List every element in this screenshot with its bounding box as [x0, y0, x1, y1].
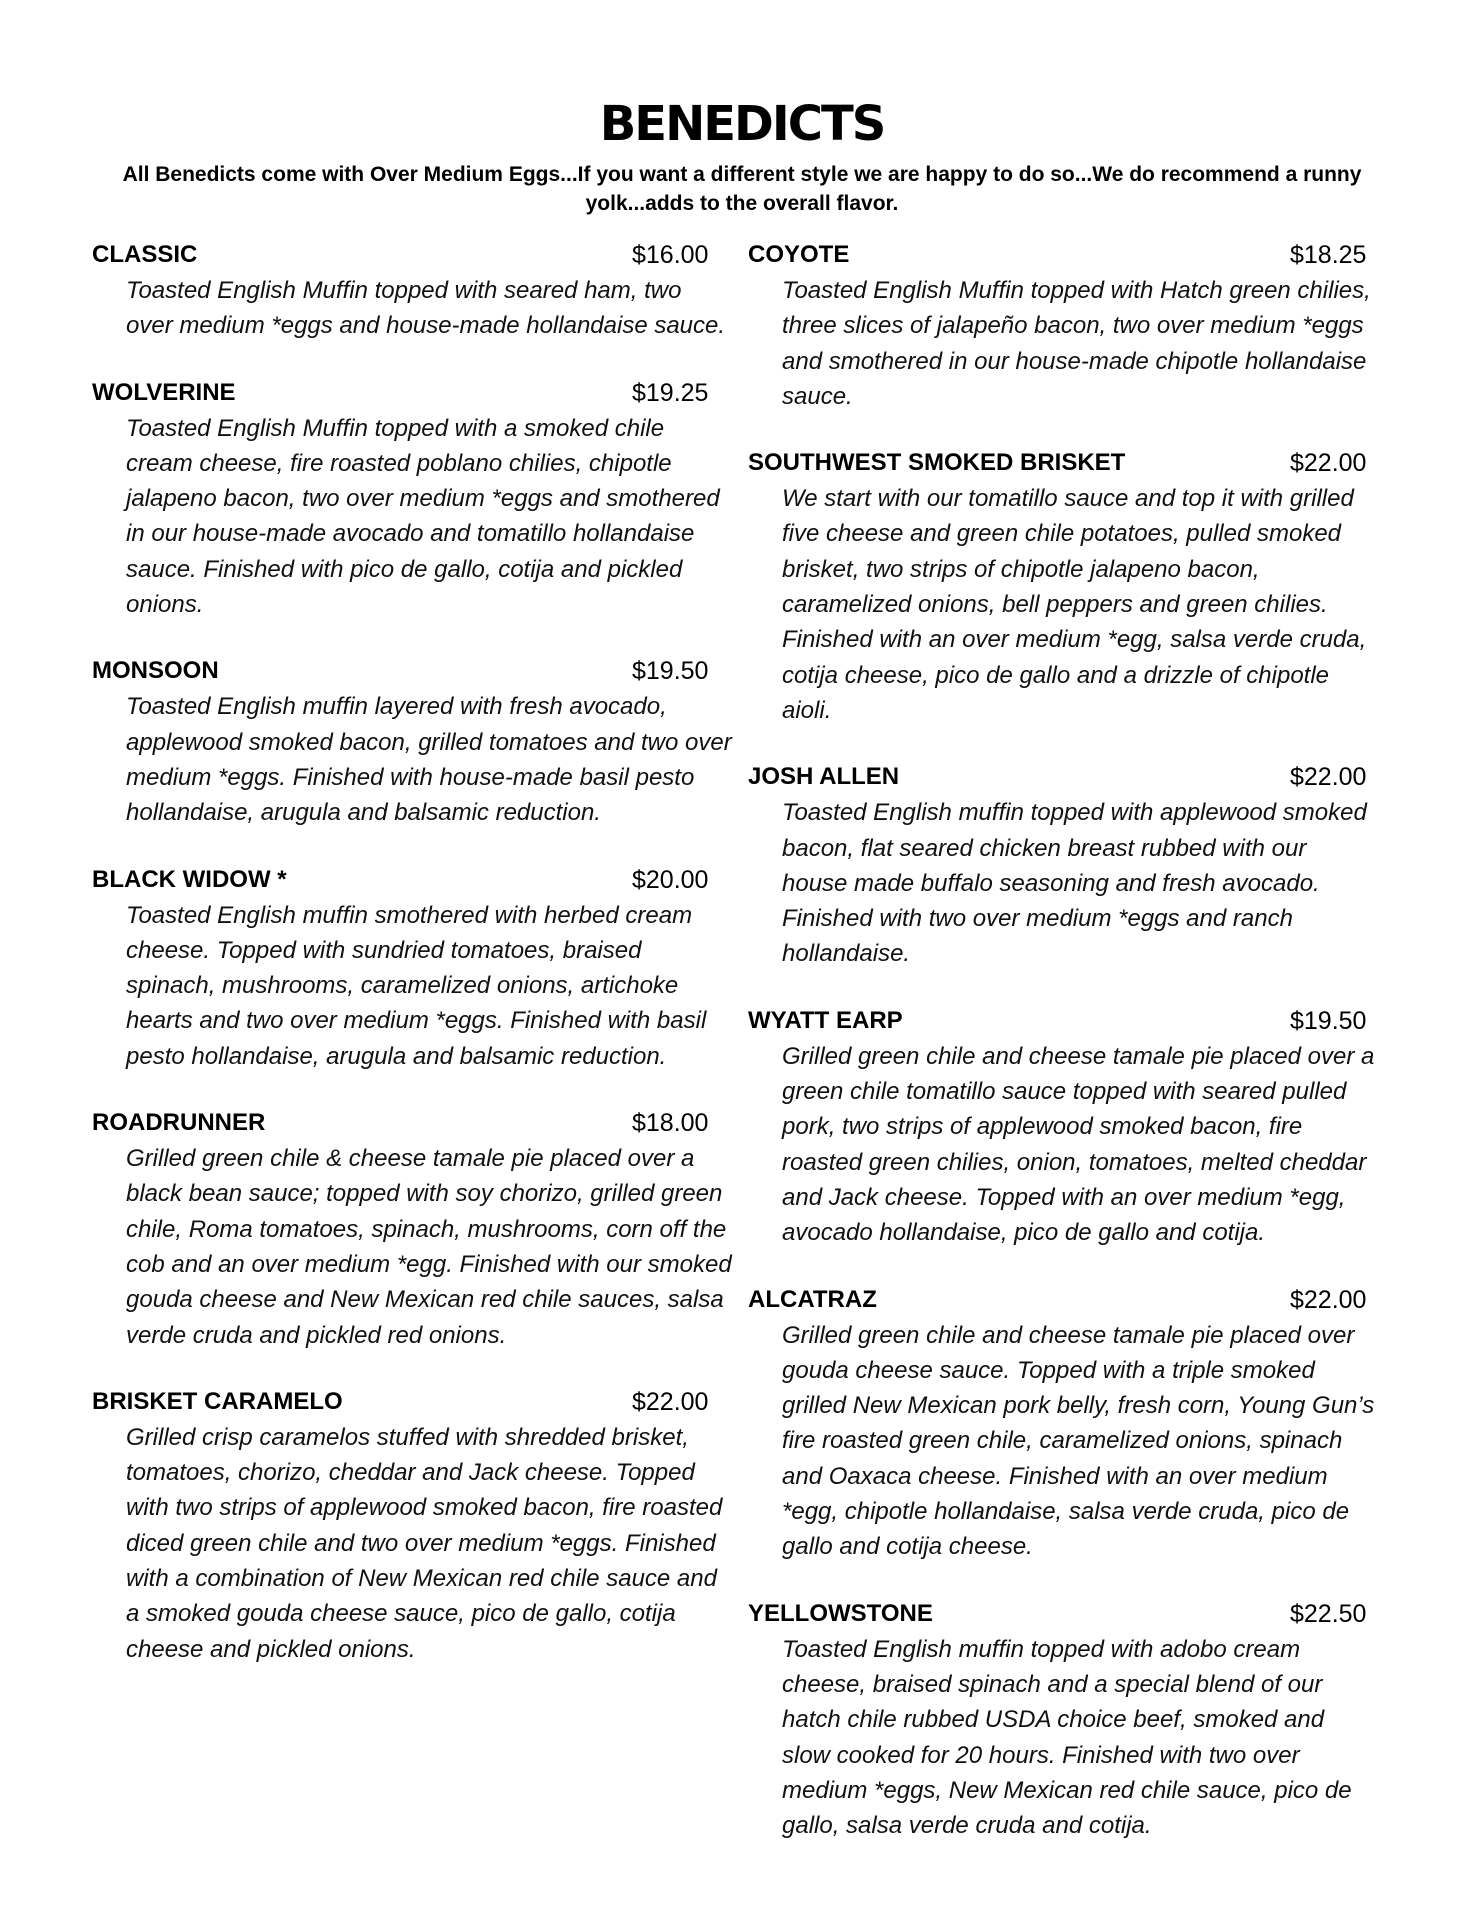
item-description: Toasted English Muffin topped with seared ham, two over medium *eggs and house-made hollandaise sauce. [126, 277, 726, 340]
menu-item-southwest-smoked-brisket [748, 445, 1384, 728]
page-title: BENEDICTS [599, 96, 885, 152]
item-price: $19.50 [632, 657, 709, 686]
item-price: $20.00 [632, 865, 709, 894]
item-price: $22.00 [632, 1387, 709, 1416]
item-name: MONSOON [92, 657, 219, 685]
item-description: Toasted English muffin topped with applewood smoked bacon, flat seared chicken breast rubbed with our house made buffalo seasoning and fresh avocado. Finished with two over medium *eggs and ranch hollandaise. [782, 799, 1367, 968]
item-price: $22.00 [1290, 763, 1367, 792]
item-header [92, 1105, 736, 1141]
item-price: $19.25 [632, 378, 709, 407]
item-header [748, 759, 1384, 795]
menu-item-coyote [748, 237, 1384, 414]
item-description: We start with our tomatillo sauce and top it with grilled five cheese and green chile potatoes, pulled smoked brisket, two strips of chipotle jalapeno bacon, caramelized onions, bell peppers and green chilies. Finished with an over medium *egg, salsa verde cruda, cotija cheese, pico de gallo and a drizzle of chipotle aioli. [782, 485, 1367, 724]
item-name: WYATT EARP [748, 1006, 903, 1034]
item-price: $22.50 [1290, 1599, 1367, 1628]
item-name: COYOTE [748, 241, 850, 268]
menu-item-monsoon [92, 653, 736, 830]
item-price: $18.00 [632, 1109, 709, 1138]
item-description: Grilled green chile and cheese tamale pie placed over a green chile tomatillo sauce topped with seared pulled pork, two strips of applewood smoked bacon, fire roasted green chilies, onion, tomatoes, melted cheddar and Jack cheese. Topped with an over medium *egg, avocado hollandaise, pico de gallo and cotija. [782, 1042, 1375, 1247]
item-description: Toasted English muffin smothered with herbed cream cheese. Topped with sundried tomatoes, braised spinach, mushrooms, caramelized onions, artichoke hearts and two over medium *eggs. Finished with basil pesto hollandaise, arugula and balsamic reduction. [126, 901, 707, 1070]
item-name: SOUTHWEST SMOKED BRISKET [748, 449, 1126, 477]
item-header [92, 862, 736, 898]
item-header [748, 1003, 1384, 1039]
menu-item-black-widow [92, 862, 736, 1074]
menu-item-wolverine [92, 375, 736, 623]
item-name: ROADRUNNER [92, 1109, 266, 1137]
item-header [92, 237, 736, 273]
item-header [748, 1282, 1384, 1318]
item-header [748, 1596, 1384, 1632]
item-name: ALCATRAZ [748, 1285, 877, 1313]
item-price: $22.00 [1290, 1285, 1367, 1314]
item-header [748, 445, 1384, 481]
item-name: BLACK WIDOW * [92, 865, 287, 893]
menu-item-wyatt-earp [748, 1003, 1384, 1251]
item-description: Grilled green chile & cheese tamale pie placed over a black bean sauce; topped with soy chorizo, grilled green chile, Roma tomatoes, spinach, mushrooms, corn off the cob and an over medium *egg. Finished with our smoked gouda cheese and New Mexican red chile sauces, salsa verde cruda and pickled red onions. [126, 1145, 732, 1349]
item-header [748, 237, 1384, 273]
menu-item-yellowstone [748, 1596, 1384, 1844]
item-description: Grilled green chile and cheese tamale pie placed over gouda cheese sauce. Topped with a triple smoked grilled New Mexican pork belly, fresh corn, Young Gun’s fire roasted green chile, caramelized onions, spinach and Oaxaca cheese. Finished with an over medium *egg, chipotle hollandaise, salsa verde cruda, pico de gallo and cotija cheese. [782, 1321, 1375, 1561]
menu-item-alcatraz [748, 1282, 1384, 1565]
item-header [92, 1384, 736, 1420]
item-price: $16.00 [632, 241, 709, 269]
right-column [748, 237, 1384, 1874]
item-description: Grilled crisp caramelos stuffed with shredded brisket, tomatoes, chorizo, cheddar and Jack cheese. Topped with two strips of applewood smoked bacon, fire roasted diced green chile and two over medium *eggs. Finished with a combination of New Mexican red chile sauce and a smoked gouda cheese sauce, pico de gallo, cotija cheese and pickled onions. [126, 1423, 723, 1663]
item-description: Toasted English muffin topped with adobo cream cheese, braised spinach and a special blend of our hatch chile rubbed USDA choice beef, smoked and slow cooked for 20 hours. Finished with two over medium *eggs, New Mexican red chile sauce, pico de gallo, salsa verde cruda and cotija. [782, 1635, 1352, 1840]
item-price: $22.00 [1290, 449, 1367, 478]
item-name: JOSH ALLEN [748, 763, 900, 791]
item-price: $18.25 [1290, 241, 1367, 269]
item-description: Toasted English Muffin topped with Hatch green chilies, three slices of jalapeño bacon, two over medium *eggs and smothered in our house-made chipotle hollandaise sauce. [782, 277, 1371, 410]
item-name: CLASSIC [92, 241, 198, 268]
item-header [92, 653, 736, 689]
item-header [92, 375, 736, 411]
menu-item-brisket-caramelo [92, 1384, 736, 1667]
left-column [92, 237, 736, 1698]
menu-item-josh-allen [748, 759, 1384, 971]
item-description: Toasted English muffin layered with fresh avocado, applewood smoked bacon, grilled tomatoes and two over medium *eggs. Finished with house-made basil pesto hollandaise, arugula and balsamic reduction. [126, 693, 732, 827]
menu-item-roadrunner [92, 1105, 736, 1353]
item-name: YELLOWSTONE [748, 1599, 933, 1627]
item-description: Toasted English Muffin topped with a smoked chile cream cheese, fire roasted poblano chilies, chipotle jalapeno bacon, two over medium *eggs and smothered in our house-made avocado and tomatillo hollandaise sauce. Finished with pico de gallo, cotija and pickled onions. [126, 414, 720, 619]
item-name: WOLVERINE [92, 378, 236, 406]
item-name: BRISKET CARAMELO [92, 1387, 343, 1415]
intro-text: All Benedicts come with Over Medium Eggs...If you want a different style we are happy to do so...We do recommend a runny yolk...adds to the overall flavor. [122, 163, 1362, 215]
item-price: $19.50 [1290, 1006, 1367, 1035]
menu-item-classic [92, 237, 736, 344]
